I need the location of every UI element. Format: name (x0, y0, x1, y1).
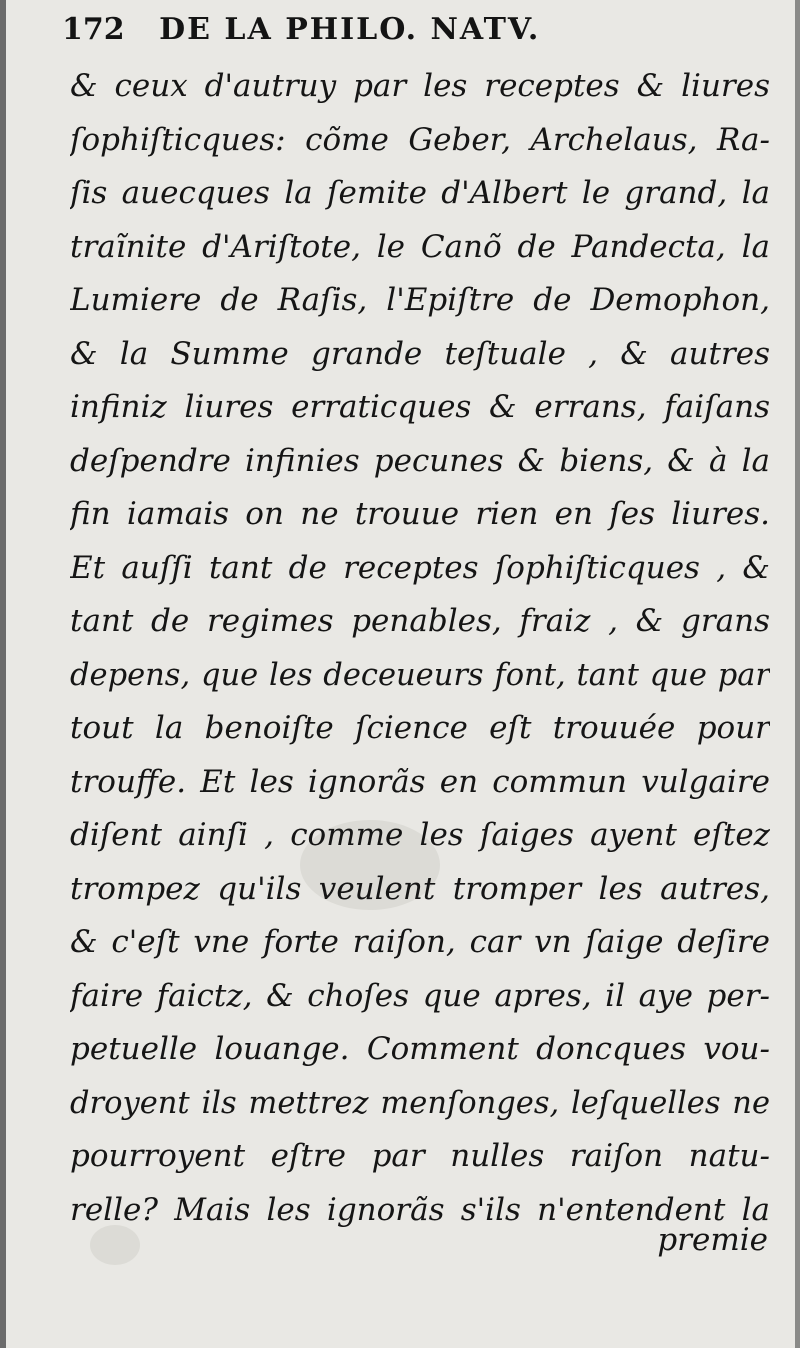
text-line: ſophiſticques: cõme Geber, Archelaus, Ra- (70, 121, 770, 158)
text-line: Et auſſi tant de receptes ſophiſticques , & (70, 549, 770, 586)
text-line: & ceux d'autruy par les receptes & liures (70, 68, 770, 104)
text-line: relle? Mais les ignorãs s'ils n'entendent la (70, 1191, 770, 1228)
text-line: faire faictz, & choſes que apres, il aye per- (70, 977, 770, 1014)
text-line: droyent ils mettrez menſonges, leſquelles ne (70, 1085, 770, 1121)
text-line: depens, que les deceueurs font, tant que par (70, 657, 770, 693)
text-line: ſis auecques la ſemite d'Albert le grand, la (70, 175, 770, 211)
text-line: & la Summe grande teſtuale , & autres (70, 335, 770, 372)
text-line: tant de regimes penables, fraiz , & grans (70, 603, 770, 639)
text-line: tout la benoiſte ſcience eſt trouuée pour (70, 710, 770, 746)
catchword: premie (657, 1222, 768, 1258)
text-line: infiniz liures erraticques & errans, faiſans (70, 389, 770, 425)
text-line: trouffe. Et les ignorãs en commun vulgaire (70, 763, 770, 800)
page-number: 172 (62, 12, 125, 47)
text-line: fin iamais on ne trouue rien en ſes liures. (70, 496, 770, 532)
running-header (62, 12, 702, 52)
text-line: petuelle louange. Comment doncques vou- (70, 1031, 770, 1067)
running-title: DE LA PHILO. NATV. (159, 12, 541, 47)
body-text (70, 60, 770, 1237)
text-line: trompez qu'ils veulent tromper les autres, (70, 870, 770, 907)
text-line: traĩnite d'Ariſtote, le Canõ de Pandecta, la (70, 228, 770, 265)
text-line: & c'eſt vne forte raiſon, car vn ſaige deſire (70, 924, 770, 960)
text-line: pourroyent eſtre par nulles raiſon natu- (70, 1138, 770, 1174)
text-line: diſent ainſi , comme les ſaiges ayent eſtez (70, 817, 770, 853)
text-line: Lumiere de Raſis, l'Epiſtre de Demophon, (70, 282, 770, 318)
text-line: deſpendre infinies pecunes & biens, & à la (70, 442, 770, 479)
